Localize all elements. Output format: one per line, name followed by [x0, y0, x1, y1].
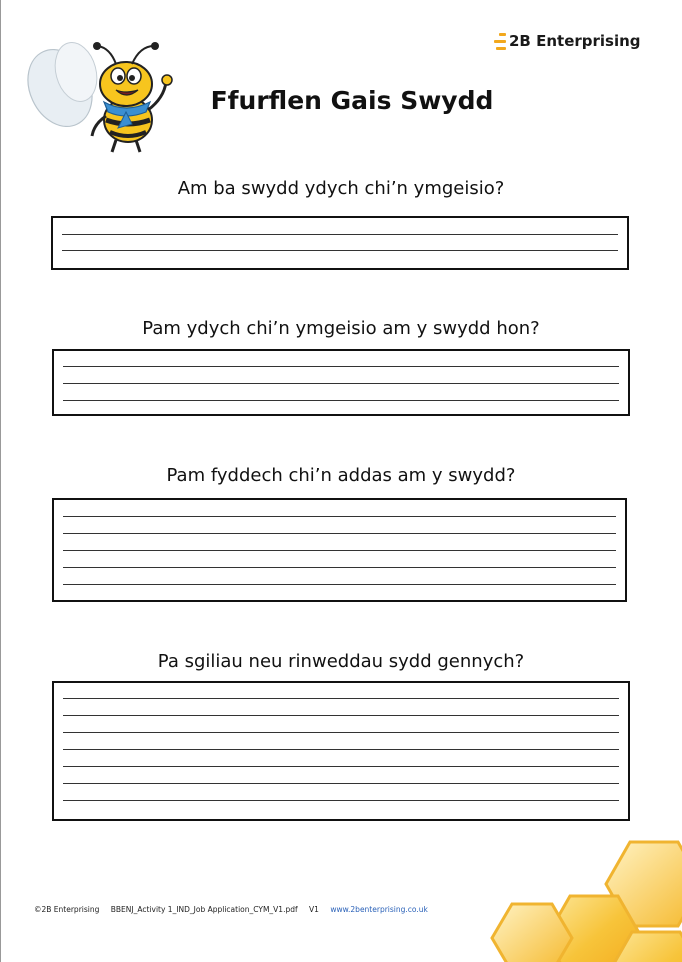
writing-line [63, 400, 619, 401]
writing-line [63, 383, 619, 384]
writing-line [63, 550, 616, 551]
question-2-label: Pam ydych chi’n ymgeisio am y swydd hon? [142, 318, 540, 339]
writing-line [63, 533, 616, 534]
footer-copyright: ©2B Enterprising [34, 905, 100, 914]
writing-line [63, 715, 619, 716]
writing-line [63, 698, 619, 699]
footer-filename: BBENJ_Activity 1_IND_Job Application_CYM_V1.pdf [110, 905, 298, 914]
writing-line [63, 516, 616, 517]
writing-line [63, 567, 616, 568]
brand-logo [494, 26, 641, 56]
writing-line [63, 732, 619, 733]
question-4-label: Pa sgiliau neu rinweddau sydd gennych? [157, 651, 525, 672]
page-title: Ffurflen Gais Swydd [210, 86, 494, 115]
writing-line [63, 584, 616, 585]
writing-line [62, 250, 618, 251]
answer-box-2[interactable] [52, 349, 630, 416]
footer-website-link[interactable]: www.2benterprising.co.uk [330, 905, 428, 914]
answer-box-4[interactable] [52, 681, 630, 821]
logo-bars-icon [494, 31, 506, 52]
writing-line [63, 783, 619, 784]
answer-box-1[interactable] [51, 216, 629, 270]
question-3-label: Pam fyddech chi’n addas am y swydd? [166, 465, 516, 486]
logo-text: 2B Enterprising [509, 32, 641, 50]
footer-version: V1 [309, 905, 319, 914]
writing-line [63, 366, 619, 367]
honeycomb-icon [482, 838, 682, 962]
footer [34, 905, 437, 914]
question-1-label: Am ba swydd ydych chi’n ymgeisio? [177, 178, 505, 199]
writing-line [62, 234, 618, 235]
writing-line [63, 800, 619, 801]
writing-line [63, 749, 619, 750]
writing-line [63, 766, 619, 767]
answer-box-3[interactable] [52, 498, 627, 602]
